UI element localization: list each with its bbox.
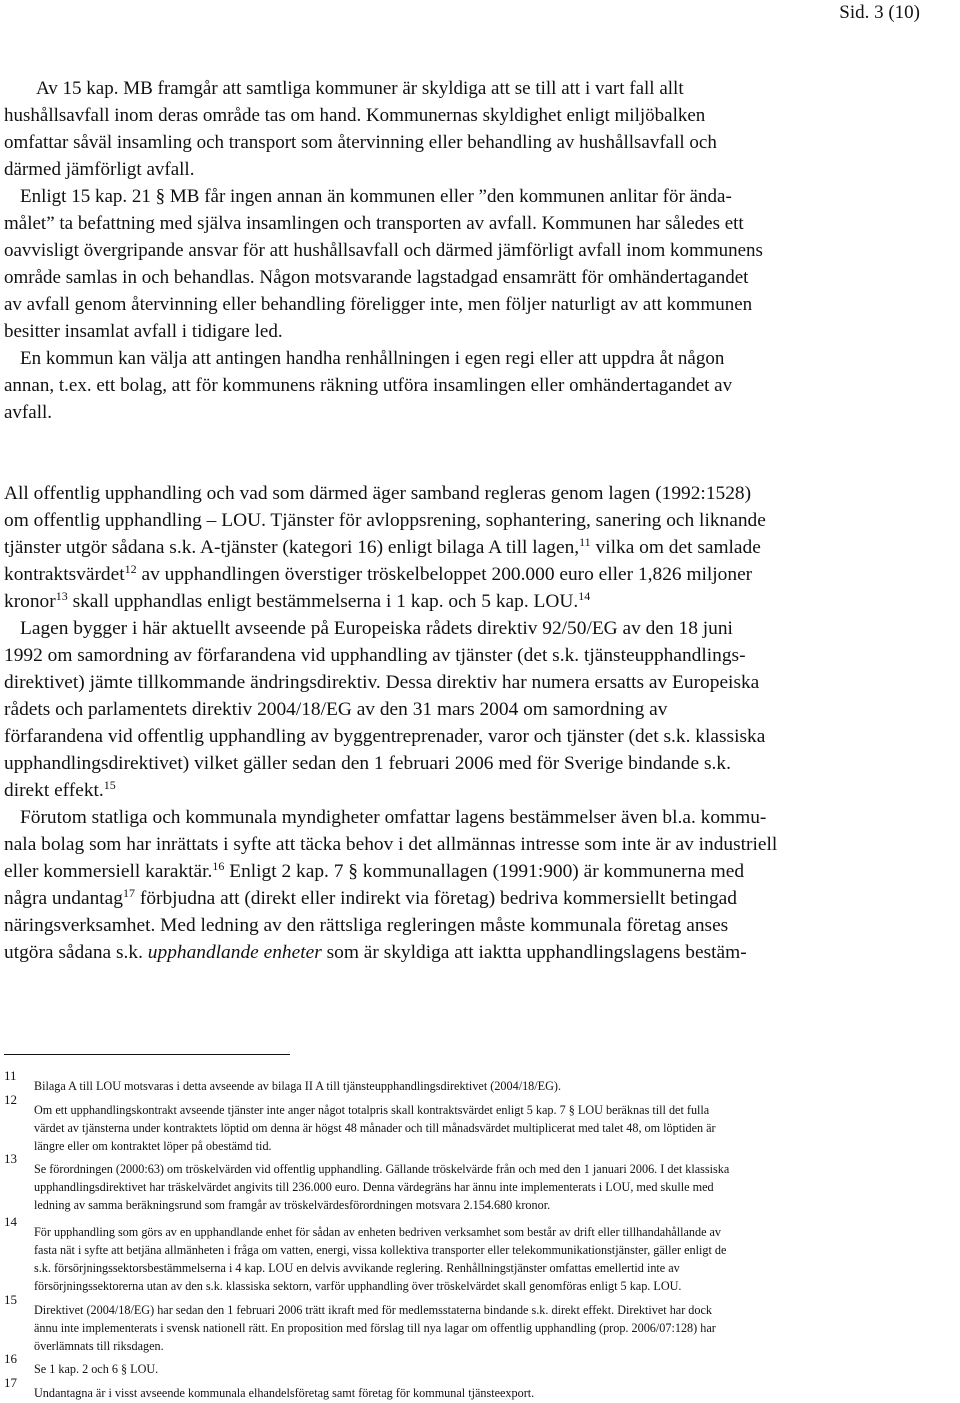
footnote-number: 13 [4, 1151, 17, 1166]
text-line: näringsverksamhet. Med ledning av den rättsliga regleringen måste kommunala företag anses [4, 915, 729, 936]
text-line: annan, t.ex. ett bolag, att för kommunens räkning utföra insamlingen eller omhändertagandet av [4, 375, 733, 396]
footnote-12 [4, 1092, 954, 1155]
footnote-ref-14[interactable]: 14 [578, 589, 591, 603]
footnote-line: ännu inte implementerats i svensk nationell rätt. En proposition med förslag till nya lagar om offentlig upphandling (prop. 2006/07:128) har [34, 1321, 716, 1335]
footnote-line: ledning av samma beräkningsrund som framgår av tröskelvärdesförordningen motsvara 2.154.680 kronor. [34, 1198, 551, 1212]
text-line: besitter insamlat avfall i tidigare led. [4, 321, 283, 342]
footnote-ref-12[interactable]: 12 [124, 562, 137, 576]
text-line: upphandlingsdirektivet) vilket gäller sedan den 1 februari 2006 med för Sverige bindande s.k. [4, 753, 731, 774]
footnote-ref-13[interactable]: 13 [55, 589, 68, 603]
footnote-line: Direktivet (2004/18/EG) har sedan den 1 februari 2006 trätt ikraft med för medlemsstaterna bindande s.k. direkt effekt. Direktivet har dock [34, 1303, 712, 1317]
footnote-text [34, 1077, 954, 1095]
footnote-ref-15[interactable]: 15 [103, 778, 116, 792]
text-line: direktivet) jämte tillkommande ändringsdirektiv. Dessa direktiv har numera ersatts av Europeiska [4, 672, 760, 693]
text-line: hushållsavfall inom deras område tas om hand. Kommunernas skyldighet enligt miljöbalken [4, 105, 706, 126]
body-paragraph-upphandling [4, 480, 958, 966]
footnote-15 [4, 1292, 954, 1355]
text-segment: kontraktsvärdet [4, 564, 125, 585]
text-line: Av 15 kap. MB framgår att samtliga kommuner är skyldiga att se till att i vart fall allt [36, 78, 684, 99]
text-segment: kronor [4, 591, 56, 612]
text-segment: Enligt 2 kap. 7 § kommunallagen (1991:900) är kommunerna med [229, 861, 745, 882]
footnote-line: Undantagna är i visst avseende kommunala elhandelsföretag samt företag för kommunal tjänsteexport. [34, 1386, 535, 1400]
footnote-separator [4, 1054, 290, 1055]
footnote-line: fasta nät i syfte att betjäna allmänheten i fråga om vatten, energi, vissa kollektiva transporter eller telekommunikationstjänster, gäller enligt de [34, 1243, 727, 1257]
text-line [4, 561, 958, 588]
footnote-text [34, 1384, 954, 1402]
footnote-number: 16 [4, 1351, 17, 1366]
footnote-line: längre eller om kontraktet löper på obestämd tid. [34, 1139, 272, 1153]
footnote-line: Bilaga A till LOU motsvaras i detta avseende av bilaga II A till tjänsteupphandlingsdirektivet (2004/18/EG). [34, 1079, 561, 1093]
footnote-text [34, 1101, 954, 1155]
text-line: Förutom statliga och kommunala myndigheter omfattar lagens bestämmelser även bl.a. kommu- [20, 807, 767, 828]
footnote-text [34, 1160, 954, 1214]
footnote-line: s.k. försörjningssektorsbestämmelserna i 4 kap. LOU en delvis avvikande reglering. Renhållningstjänster omfattas emellertid inte av [34, 1261, 680, 1275]
text-segment: skall upphandlas enligt bestämmelserna i 1 kap. och 5 kap. LOU. [72, 591, 579, 612]
body-paragraph-avfall [4, 75, 958, 426]
footnote-line: För upphandling som görs av en upphandlande enhet för sådan av enheten bedriven verksamhet som består av drift eller tillhandahållande av [34, 1225, 722, 1239]
italic-term: upphandlande enheter [147, 942, 322, 963]
footnote-number: 14 [4, 1214, 17, 1229]
text-line: En kommun kan välja att antingen handha renhållningen i egen regi eller att uppdra åt någon [20, 348, 725, 369]
footnote-17 [4, 1375, 954, 1402]
text-line [4, 534, 958, 561]
text-line: oavvisligt övergripande ansvar för att hushållsavfall och därmed jämförligt avfall inom kommunens [4, 240, 763, 261]
text-line [4, 588, 958, 615]
text-line: Lagen bygger i här aktuellt avseende på Europeiska rådets direktiv 92/50/EG av den 18 juni [20, 618, 733, 639]
footnote-number: 12 [4, 1092, 17, 1107]
footnote-16 [4, 1351, 954, 1378]
text-line: förfarandena vid offentlig upphandling av byggentreprenader, varor och tjänster (det s.k. klassiska [4, 726, 766, 747]
text-segment: några undantag [4, 888, 123, 909]
footnote-ref-17[interactable]: 17 [123, 886, 135, 900]
text-line [4, 777, 958, 804]
text-line: nala bolag som har inrättats i syfte att täcka behov i det allmännas intresse som inte är av industriell [4, 834, 778, 855]
text-segment: som är skyldiga att iaktta upphandlingslagens bestäm- [326, 942, 747, 963]
footnote-number: 15 [4, 1292, 17, 1307]
footnote-number: 17 [4, 1375, 17, 1390]
text-segment: av upphandlingen överstiger tröskelbeloppet 200.000 euro eller 1,826 miljoner [141, 564, 753, 585]
text-line: målet” ta befattning med själva insamlingen och transporten av avfall. Kommunen har således ett [4, 213, 744, 234]
footnote-text [34, 1360, 954, 1378]
text-line: av avfall genom återvinning eller behandling föreligger inte, men följer naturligt av att kommunen [4, 294, 753, 315]
text-segment: eller kommersiell karaktär. [4, 861, 213, 882]
footnote-line: Se 1 kap. 2 och 6 § LOU. [34, 1362, 159, 1376]
text-segment: förbjudna att (direkt eller indirekt via företag) bedriva kommersiellt betingad [139, 888, 737, 909]
footnote-line: överlämnats till riksdagen. [34, 1339, 164, 1353]
text-line: om offentlig upphandling – LOU. Tjänster för avloppsrening, sophantering, sanering och liknande [4, 510, 766, 531]
text-line: 1992 om samordning av förfarandena vid upphandling av tjänster (det s.k. tjänsteupphandlings- [4, 645, 746, 666]
footnote-ref-11[interactable]: 11 [579, 535, 591, 549]
text-segment: vilka om det samlade [595, 537, 761, 558]
footnote-line: värdet av tjänsterna under kontraktets löptid om denna är högst 48 månader och till månadsvärdet multiplicerat med talet 48, om löptiden är [34, 1121, 716, 1135]
footnote-14 [4, 1214, 954, 1295]
footnote-11 [4, 1068, 954, 1095]
text-segment: tjänster utgör sådana s.k. A-tjänster (kategori 16) enligt bilaga A till lagen, [4, 537, 580, 558]
footnote-line: Se förordningen (2000:63) om tröskelvärden vid offentlig upphandling. Gällande tröskelvärde från och med den 1 januari 2006. I det klassiska [34, 1162, 730, 1176]
footnote-line: upphandlingsdirektivet har träskelvärdet angivits till 236.000 euro. Denna värdegräns har ännu inte implementerats i LOU, med skulle med [34, 1180, 714, 1194]
footnote-number: 11 [4, 1068, 17, 1083]
footnote-line: Om ett upphandlingskontrakt avseende tjänster inte anger något totalpris skall kontraktsvärdet enligt 5 kap. 7 § LOU beräknas till det fulla [34, 1103, 710, 1117]
text-line [4, 885, 958, 912]
page-number: Sid. 3 (10) [839, 2, 920, 23]
footnote-line: försörjningssektorerna utan av den s.k. klassiska sektorn, varför upphandling över tröskelvärdet skall genomföras enligt 5 kap. LOU. [34, 1279, 682, 1293]
text-line [4, 858, 958, 885]
text-segment: direkt effekt. [4, 780, 104, 801]
footnote-text [34, 1223, 954, 1295]
footnote-13 [4, 1151, 954, 1214]
text-line [4, 939, 958, 966]
text-line: därmed jämförligt avfall. [4, 159, 195, 180]
footnote-ref-16[interactable]: 16 [212, 859, 225, 873]
footnote-text [34, 1301, 954, 1355]
text-line: avfall. [4, 402, 53, 423]
text-line: omfattar såväl insamling och transport som återvinning eller behandling av hushållsavfall och [4, 132, 717, 153]
text-line: område samlas in och behandlas. Någon motsvarande lagstadgad ensamrätt för omhändertagandet [4, 267, 749, 288]
text-segment: utgöra sådana s.k. [4, 942, 143, 963]
text-line: Enligt 15 kap. 21 § MB får ingen annan än kommunen eller ”den kommunen anlitar för ända- [20, 186, 732, 207]
text-line: rådets och parlamentets direktiv 2004/18/EG av den 31 mars 2004 om samordning av [4, 699, 668, 720]
text-line: All offentlig upphandling och vad som därmed äger samband regleras genom lagen (1992:1528) [4, 483, 752, 504]
